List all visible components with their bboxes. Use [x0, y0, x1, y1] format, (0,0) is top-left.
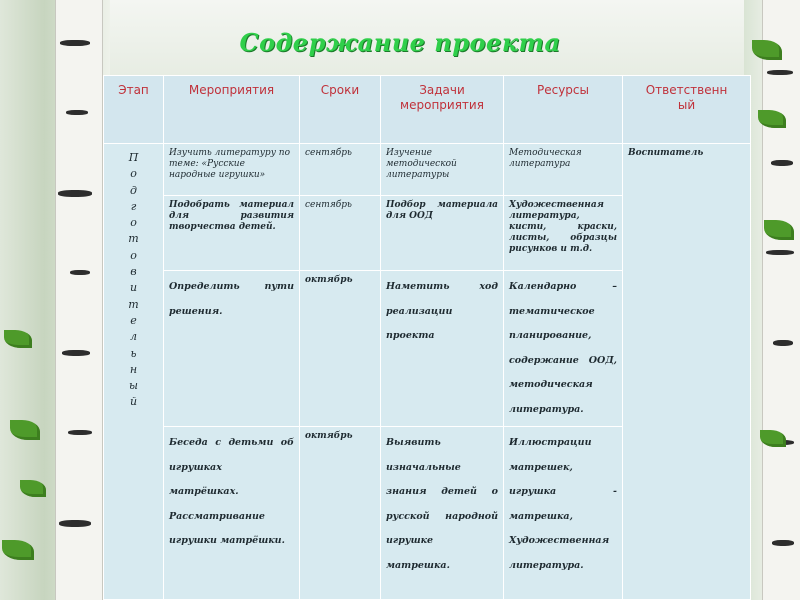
stage-vertical-label: П о д г о т о в и т е л ь н ы й [128, 151, 139, 409]
header-events: Мероприятия [164, 76, 300, 144]
task-cell: Выявить изначальные знания детей о русской народной игрушке матрешка. [381, 427, 504, 600]
header-resources: Ресурсы [504, 76, 623, 144]
page-title: Содержание проекта [239, 28, 561, 57]
term-cell: октябрь [300, 427, 381, 600]
event-cell: Изучить литературу по теме: «Русские народные игрушки» [164, 144, 300, 196]
project-plan-table [103, 75, 751, 600]
birch-trunk-right [762, 0, 800, 600]
header-stage: Этап [104, 76, 164, 144]
term-cell: сентябрь [300, 196, 381, 271]
table-row [104, 144, 751, 196]
resource-cell: Художественная литература, кисти, краски, листы, образцы рисунков и т.д. [504, 196, 623, 271]
responsible-cell: Воспитатель [623, 144, 751, 600]
header-responsible: Ответственн ый [623, 76, 751, 144]
resource-cell: Календарно – тематическое планирование, содержание ООД, методическая литература. [504, 271, 623, 427]
birch-trunk-left [55, 0, 103, 600]
term-cell: октябрь [300, 271, 381, 427]
event-cell: Определить пути решения. [164, 271, 300, 427]
task-cell: Изучение методической литературы [381, 144, 504, 196]
term-cell: сентябрь [300, 144, 381, 196]
task-cell: Наметить ход реализации проекта [381, 271, 504, 427]
header-tasks: Задачи мероприятия [381, 76, 504, 144]
table-header-row [104, 76, 751, 144]
event-cell: Беседа с детьми об игрушках матрёшках. Рассматривание игрушки матрёшки. [164, 427, 300, 600]
header-terms: Сроки [300, 76, 381, 144]
resource-cell: Иллюстрации матрешек, игрушка - матрешка, Художественная литература. [504, 427, 623, 600]
stage-cell [104, 144, 164, 600]
task-cell: Подбор материала для ООД [381, 196, 504, 271]
resource-cell: Методическая литература [504, 144, 623, 196]
event-cell: Подобрать материал для развития творчества детей. [164, 196, 300, 271]
